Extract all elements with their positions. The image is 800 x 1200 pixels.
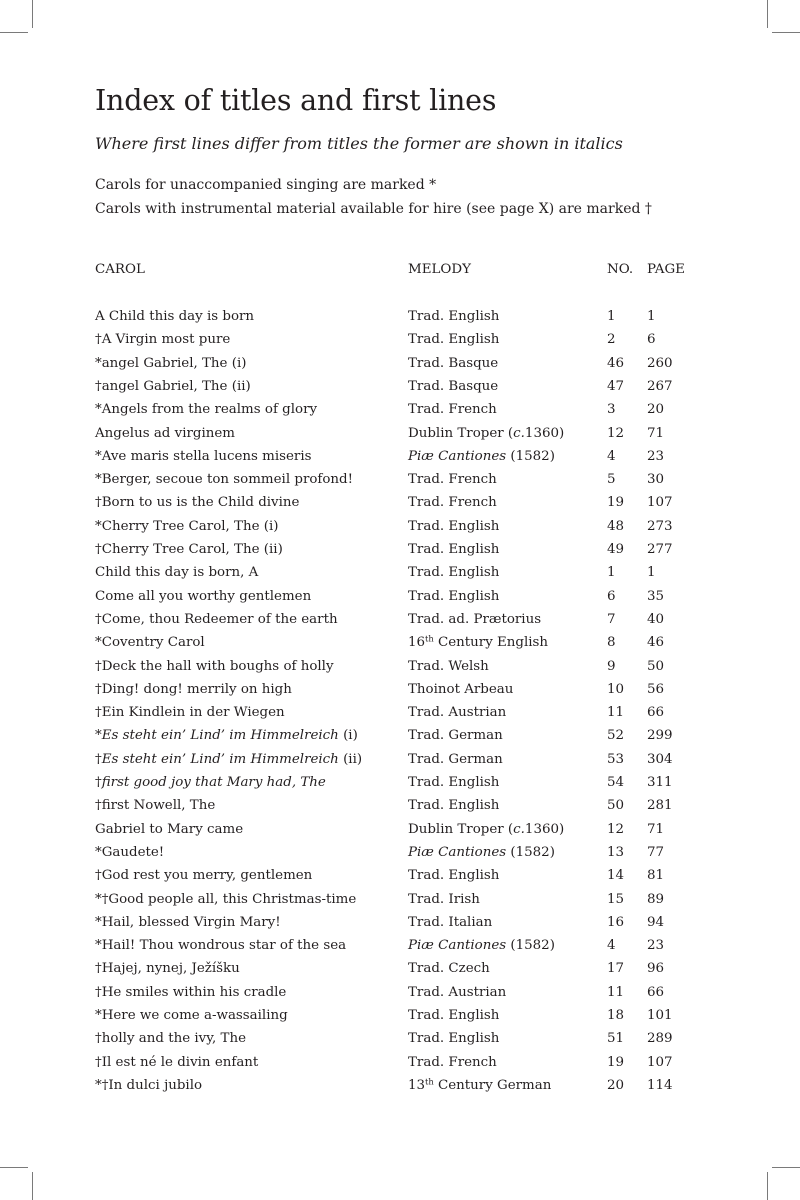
entry-number: 14 <box>607 868 625 884</box>
entry-title: Come, thou Redeemer of the earth <box>101 611 338 627</box>
entry-title-cell <box>95 1054 258 1072</box>
entry-mark: † <box>95 798 102 814</box>
entry-title-cell <box>95 797 215 815</box>
entry-mark: † <box>95 961 102 977</box>
entry-number: 19 <box>607 1054 625 1070</box>
entry-page: 114 <box>647 1077 673 1093</box>
entry-page: 30 <box>647 472 665 488</box>
index-entry <box>0 611 800 634</box>
entry-mark: † <box>95 542 102 557</box>
entry-title-cell <box>95 471 353 489</box>
note-unaccompanied: Carols for unaccompanied singing are marked * <box>95 177 437 193</box>
entry-melody <box>408 937 555 955</box>
entry-page: 281 <box>647 798 673 814</box>
entry-mark: * <box>95 938 102 954</box>
entry-number: 4 <box>607 448 616 464</box>
entry-melody-rest: Century English <box>433 635 549 651</box>
entry-mark: * <box>95 448 102 464</box>
entry-title: Gaudete! <box>101 844 165 860</box>
entry-title-cell <box>95 914 281 932</box>
entry-melody-text: Dublin Troper ( <box>408 425 514 441</box>
index-entry <box>0 401 800 424</box>
entry-title: Good people all, this Christmas-time <box>108 891 357 907</box>
entry-melody-text: Trad. English <box>408 798 500 814</box>
column-headers <box>0 261 800 284</box>
entry-melody <box>408 541 499 559</box>
entry-title: A Child this day is born <box>95 309 255 324</box>
entry-title: Here we come a-wassailing <box>101 1008 288 1023</box>
entry-melody-italic: c. <box>513 821 525 837</box>
entry-title-cell <box>95 541 283 559</box>
crop-mark-bottom-right-h <box>772 1167 800 1168</box>
crop-mark-top-right-h <box>772 32 800 33</box>
index-entry <box>0 448 800 471</box>
entry-mark: † <box>95 378 102 394</box>
index-entry <box>0 518 800 541</box>
entry-title: first Nowell, The <box>101 798 216 814</box>
entry-mark: * <box>95 914 102 930</box>
entry-title-cell <box>95 518 279 536</box>
entry-title-cell <box>95 1007 288 1025</box>
entry-title-cell <box>95 984 286 1002</box>
entry-melody <box>408 494 497 512</box>
entry-melody <box>408 448 555 466</box>
entry-page: 273 <box>647 518 673 534</box>
entry-title-cell <box>95 774 326 792</box>
index-entry <box>0 704 800 727</box>
entry-page: 77 <box>647 844 665 860</box>
entry-number: 12 <box>607 821 625 837</box>
entry-number: 51 <box>607 1031 625 1047</box>
entry-melody <box>408 331 499 349</box>
entry-page: 23 <box>647 448 665 464</box>
entry-melody <box>408 984 506 1002</box>
entry-melody-text: Trad. English <box>408 565 500 581</box>
entry-melody <box>408 914 492 932</box>
entry-title: Come all you worthy gentlemen <box>95 588 312 604</box>
entry-melody-text: Trad. ad. Prætorius <box>408 611 542 627</box>
entry-melody-text: Trad. English <box>408 868 500 884</box>
entry-page: 6 <box>647 332 656 348</box>
entry-title-cell <box>95 937 346 955</box>
entry-melody-text: Trad. Austrian <box>408 984 507 1000</box>
entry-title: Hail, blessed Virgin Mary! <box>101 914 281 930</box>
entry-number: 18 <box>607 1008 625 1023</box>
entry-title-cell <box>95 891 356 909</box>
entry-melody-text: Trad. German <box>408 751 503 767</box>
entry-number: 9 <box>607 658 616 674</box>
entry-melody <box>408 611 541 629</box>
entry-mark: † <box>95 775 102 790</box>
entry-melody <box>408 797 499 815</box>
entry-page: 46 <box>647 635 665 651</box>
entry-mark: † <box>95 681 102 697</box>
entry-title-cell <box>95 448 311 466</box>
entry-melody-text: Trad. English <box>408 542 500 557</box>
column-header-no: NO. <box>607 262 634 277</box>
entry-page: 1 <box>647 565 656 581</box>
entry-title: Gabriel to Mary came <box>95 821 244 837</box>
note-instrumental: Carols with instrumental material available for hire (see page X) are marked † <box>95 201 652 217</box>
index-entry <box>0 494 800 517</box>
entry-title-suffix: (ii) <box>338 751 363 767</box>
page-subtitle: Where first lines differ from titles the former are shown in italics <box>95 134 623 153</box>
entry-title: Ein Kindlein in der Wiegen <box>101 705 285 721</box>
entry-title: Hail! Thou wondrous star of the sea <box>101 938 347 954</box>
index-entry <box>0 1054 800 1077</box>
entry-melody-italic: c. <box>513 425 525 441</box>
entry-title-cell <box>95 844 164 862</box>
entry-page: 35 <box>647 588 665 604</box>
crop-mark-bottom-left-h <box>0 1167 28 1168</box>
crop-mark-top-right <box>767 0 768 28</box>
index-entry <box>0 891 800 914</box>
entry-title: Cherry Tree Carol, The (ii) <box>101 542 283 557</box>
entry-title-cell <box>95 308 254 326</box>
entry-mark: † <box>95 984 102 1000</box>
entry-melody-text: Trad. Basque <box>408 378 499 394</box>
entry-melody-text: Trad. English <box>408 1031 500 1047</box>
index-entry <box>0 471 800 494</box>
index-entry <box>0 564 800 587</box>
entry-melody <box>408 518 499 536</box>
entry-melody-text: Trad. English <box>408 775 500 790</box>
entry-melody-rest: (1582) <box>506 938 555 954</box>
entry-number: 8 <box>607 635 616 651</box>
entry-number: 11 <box>607 705 625 721</box>
entry-page: 260 <box>647 355 673 371</box>
entry-mark: † <box>95 658 102 674</box>
index-entry <box>0 844 800 867</box>
entry-number: 2 <box>607 332 616 348</box>
entry-title-cell <box>95 355 246 373</box>
entry-title-cell <box>95 658 334 676</box>
entry-melody-text: 16 <box>408 635 426 651</box>
entry-mark: * <box>95 635 102 651</box>
entry-melody-rest: (1582) <box>506 448 555 464</box>
entry-mark: *† <box>95 1077 109 1093</box>
entry-title-cell <box>95 1030 246 1048</box>
entry-title: holly and the ivy, The <box>101 1031 247 1047</box>
entry-title: God rest you merry, gentlemen <box>101 868 313 884</box>
index-entry <box>0 541 800 564</box>
entry-melody <box>408 1007 499 1025</box>
entry-melody-text: Trad. Austrian <box>408 705 507 721</box>
entry-title-suffix: (i) <box>338 728 358 744</box>
entry-melody-text: Trad. English <box>408 1008 500 1023</box>
entry-page: 267 <box>647 378 673 394</box>
entry-mark: † <box>95 705 102 721</box>
entry-mark: *† <box>95 891 109 907</box>
entry-number: 16 <box>607 914 625 930</box>
entry-title-cell <box>95 425 235 443</box>
entry-melody <box>408 1077 551 1095</box>
entry-number: 20 <box>607 1077 625 1093</box>
entry-number: 11 <box>607 984 625 1000</box>
entry-number: 13 <box>607 844 625 860</box>
entry-title: Ave maris stella lucens miseris <box>101 448 312 464</box>
entry-title: Berger, secoue ton sommeil profond! <box>101 472 353 488</box>
index-entry <box>0 331 800 354</box>
entry-title: Child this day is born, A <box>95 565 259 581</box>
entry-first-line: first good joy that Mary had, The <box>101 775 326 790</box>
entry-melody-text: Trad. Basque <box>408 355 499 371</box>
entry-number: 48 <box>607 518 625 534</box>
entry-title: A Virgin most pure <box>101 332 231 348</box>
crop-mark-top-left <box>32 0 33 28</box>
index-entry <box>0 960 800 983</box>
entry-melody-italic: Piæ Cantiones <box>408 938 507 954</box>
index-entries <box>0 308 800 1108</box>
entry-melody <box>408 727 503 745</box>
entry-number: 6 <box>607 588 616 604</box>
index-entry <box>0 984 800 1007</box>
entry-first-line: Es steht ein’ Lind’ im Himmelreich <box>101 728 339 744</box>
entry-title-cell <box>95 1077 202 1095</box>
index-entry <box>0 1077 800 1100</box>
entry-mark: * <box>95 728 102 744</box>
entry-melody-text: Trad. Irish <box>408 891 480 907</box>
entry-melody <box>408 588 499 606</box>
entry-melody <box>408 891 480 909</box>
entry-title: Cherry Tree Carol, The (i) <box>101 518 279 534</box>
entry-melody-text: Trad. English <box>408 518 500 534</box>
entry-title-cell <box>95 564 258 582</box>
index-entry <box>0 937 800 960</box>
index-entry <box>0 727 800 750</box>
entry-melody-text: Trad. Italian <box>408 914 493 930</box>
entry-melody <box>408 308 499 326</box>
index-entry <box>0 681 800 704</box>
entry-title-cell <box>95 751 362 769</box>
entry-title-cell <box>95 727 358 745</box>
index-entry <box>0 658 800 681</box>
entry-melody <box>408 634 548 652</box>
entry-melody-text: Trad. French <box>408 402 497 418</box>
entry-melody-ordinal: th <box>425 1076 434 1087</box>
entry-melody <box>408 401 497 419</box>
entry-melody <box>408 774 499 792</box>
index-entry <box>0 867 800 890</box>
entry-title-cell <box>95 494 299 512</box>
entry-melody <box>408 1030 499 1048</box>
column-header-carol: CAROL <box>95 262 145 277</box>
entry-number: 1 <box>607 309 616 324</box>
entry-page: 50 <box>647 658 665 674</box>
entry-title-cell <box>95 960 240 978</box>
entry-melody-text: Dublin Troper ( <box>408 821 514 837</box>
entry-mark: * <box>95 518 102 534</box>
entry-mark: † <box>95 751 102 767</box>
index-entry <box>0 821 800 844</box>
entry-page: 40 <box>647 611 665 627</box>
entry-title-cell <box>95 704 285 722</box>
index-entry <box>0 797 800 820</box>
entry-melody <box>408 751 503 769</box>
entry-number: 3 <box>607 402 616 418</box>
entry-melody <box>408 355 498 373</box>
entry-title: Angels from the realms of glory <box>101 402 318 418</box>
entry-page: 66 <box>647 984 665 1000</box>
entry-melody-text: Trad. English <box>408 332 500 348</box>
entry-number: 4 <box>607 938 616 954</box>
entry-melody-ordinal: th <box>425 633 434 644</box>
entry-mark: * <box>95 472 102 488</box>
entry-title-cell <box>95 331 230 349</box>
index-entry <box>0 1007 800 1030</box>
entry-title: angel Gabriel, The (ii) <box>101 378 251 394</box>
entry-page: 311 <box>647 775 673 790</box>
entry-melody <box>408 658 489 676</box>
entry-title-cell <box>95 611 338 629</box>
entry-melody-text: Trad. Welsh <box>408 658 489 674</box>
entry-melody <box>408 844 555 862</box>
index-entry <box>0 355 800 378</box>
entry-page: 107 <box>647 1054 673 1070</box>
entry-page: 299 <box>647 728 673 744</box>
crop-mark-bottom-left <box>32 1172 33 1200</box>
index-entry <box>0 914 800 937</box>
entry-mark: * <box>95 355 102 371</box>
entry-number: 10 <box>607 681 625 697</box>
entry-page: 23 <box>647 938 665 954</box>
entry-melody <box>408 960 490 978</box>
entry-melody-text: Trad. French <box>408 1054 497 1070</box>
entry-page: 81 <box>647 868 665 884</box>
entry-title: angel Gabriel, The (i) <box>101 355 247 371</box>
entry-melody-rest: 1360) <box>524 821 565 837</box>
entry-melody <box>408 1054 497 1072</box>
entry-melody-rest: (1582) <box>506 844 555 860</box>
entry-number: 47 <box>607 378 625 394</box>
entry-number: 7 <box>607 611 616 627</box>
entry-page: 1 <box>647 309 656 324</box>
entry-melody <box>408 471 497 489</box>
entry-number: 52 <box>607 728 625 744</box>
entry-melody-text: Thoinot Arbeau <box>408 681 514 697</box>
entry-mark: * <box>95 402 102 418</box>
entry-page: 94 <box>647 914 665 930</box>
index-entry <box>0 378 800 401</box>
entry-melody <box>408 821 564 839</box>
entry-page: 20 <box>647 402 665 418</box>
entry-number: 53 <box>607 751 625 767</box>
entry-melody-text: Trad. French <box>408 472 497 488</box>
entry-melody-text: Trad. German <box>408 728 503 744</box>
entry-mark: † <box>95 868 102 884</box>
index-entry <box>0 634 800 657</box>
entry-title-cell <box>95 821 243 839</box>
entry-page: 304 <box>647 751 673 767</box>
entry-page: 89 <box>647 891 665 907</box>
entry-number: 17 <box>607 961 625 977</box>
entry-number: 1 <box>607 565 616 581</box>
entry-title: In dulci jubilo <box>108 1077 203 1093</box>
entry-number: 15 <box>607 891 625 907</box>
entry-melody-text: Trad. Czech <box>408 961 490 977</box>
entry-melody-text: Trad. English <box>408 309 500 324</box>
column-header-page: PAGE <box>647 262 685 277</box>
index-entry <box>0 751 800 774</box>
entry-page: 277 <box>647 542 673 557</box>
entry-number: 19 <box>607 495 625 511</box>
entry-title: Angelus ad virginem <box>95 425 235 441</box>
entry-number: 49 <box>607 542 625 557</box>
entry-mark: † <box>95 332 102 348</box>
entry-page: 107 <box>647 495 673 511</box>
entry-title-cell <box>95 401 317 419</box>
entry-page: 71 <box>647 821 665 837</box>
entry-melody-text: Trad. English <box>408 588 500 604</box>
entry-melody <box>408 867 499 885</box>
entry-mark: † <box>95 495 102 511</box>
entry-title: Hajej, nynej, Ježíšku <box>101 961 240 977</box>
entry-melody <box>408 378 498 396</box>
column-header-melody: MELODY <box>408 262 471 277</box>
entry-number: 46 <box>607 355 625 371</box>
entry-mark: * <box>95 1008 102 1023</box>
entry-first-line: Es steht ein’ Lind’ im Himmelreich <box>101 751 339 767</box>
entry-page: 289 <box>647 1031 673 1047</box>
index-entry <box>0 588 800 611</box>
entry-melody <box>408 564 499 582</box>
entry-melody-text: 13 <box>408 1077 426 1093</box>
entry-melody-text: Trad. French <box>408 495 497 511</box>
entry-title: He smiles within his cradle <box>101 984 287 1000</box>
entry-melody <box>408 704 506 722</box>
entry-page: 71 <box>647 425 665 441</box>
entry-page: 66 <box>647 705 665 721</box>
entry-melody-italic: Piæ Cantiones <box>408 448 507 464</box>
index-entry <box>0 425 800 448</box>
entry-title: Deck the hall with boughs of holly <box>101 658 334 674</box>
index-entry <box>0 774 800 797</box>
entry-page: 96 <box>647 961 665 977</box>
entry-melody <box>408 681 513 699</box>
crop-mark-bottom-right <box>767 1172 768 1200</box>
entry-title: Coventry Carol <box>101 635 205 651</box>
entry-page: 101 <box>647 1008 673 1023</box>
entry-mark: † <box>95 611 102 627</box>
entry-melody-rest: Century German <box>433 1077 552 1093</box>
entry-mark: † <box>95 1054 102 1070</box>
entry-title-cell <box>95 378 251 396</box>
entry-melody-italic: Piæ Cantiones <box>408 844 507 860</box>
entry-mark: † <box>95 1031 102 1047</box>
entry-title: Born to us is the Child divine <box>101 495 300 511</box>
entry-page: 56 <box>647 681 665 697</box>
index-entry <box>0 308 800 331</box>
crop-mark-top-left-h <box>0 32 28 33</box>
entry-title: Ding! dong! merrily on high <box>101 681 292 697</box>
entry-title-cell <box>95 681 292 699</box>
entry-number: 12 <box>607 425 625 441</box>
entry-number: 50 <box>607 798 625 814</box>
entry-title: Il est né le divin enfant <box>101 1054 259 1070</box>
entry-title-cell <box>95 634 205 652</box>
entry-melody-rest: 1360) <box>524 425 565 441</box>
entry-title-cell <box>95 867 312 885</box>
entry-number: 5 <box>607 472 616 488</box>
page-title: Index of titles and first lines <box>95 84 497 117</box>
entry-title-cell <box>95 588 311 606</box>
index-entry <box>0 1030 800 1053</box>
entry-melody <box>408 425 564 443</box>
entry-number: 54 <box>607 775 625 790</box>
entry-mark: * <box>95 844 102 860</box>
